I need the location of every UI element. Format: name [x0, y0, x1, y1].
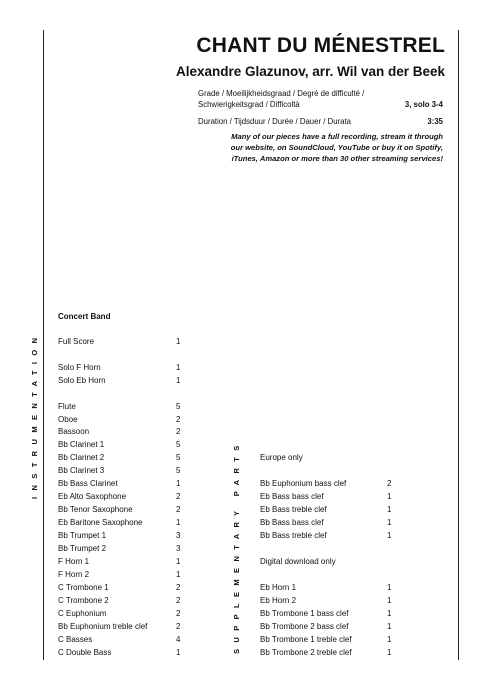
part-quantity: 5: [176, 440, 181, 449]
part-quantity: 1: [176, 337, 181, 346]
part-name: Oboe: [58, 415, 78, 424]
streaming-note: [198, 131, 443, 164]
part-name: F Horn 2: [58, 570, 90, 579]
part-name: Bb Trumpet 2: [58, 544, 107, 553]
part-name: Bb Bass bass clef: [260, 518, 324, 527]
part-quantity: 1: [387, 635, 392, 644]
part-quantity: 5: [176, 402, 181, 411]
part-name: C Double Bass: [58, 648, 112, 657]
duration-info: [198, 116, 443, 127]
part-quantity: 1: [176, 557, 181, 566]
part-quantity: 1: [387, 622, 392, 631]
part-quantity: 2: [176, 622, 181, 631]
part-quantity: 1: [176, 363, 181, 372]
part-name: Eb Bass treble clef: [260, 505, 327, 514]
part-quantity: 2: [176, 583, 181, 592]
part-name: Eb Horn 1: [260, 583, 297, 592]
part-name: Bb Clarinet 2: [58, 453, 105, 462]
duration-value: 3:35: [427, 117, 443, 126]
part-name: C Basses: [58, 635, 93, 644]
part-name: Eb Bass bass clef: [260, 492, 324, 501]
part-name: Bb Trombone 1 treble clef: [260, 635, 352, 644]
part-name: Bb Trombone 2 treble clef: [260, 648, 352, 657]
part-quantity: 1: [176, 479, 181, 488]
part-quantity: 1: [387, 531, 392, 540]
part-quantity: 2: [176, 415, 181, 424]
part-quantity: 1: [387, 492, 392, 501]
part-quantity: 1: [176, 376, 181, 385]
part-quantity: 2: [176, 505, 181, 514]
grade-info: [198, 88, 443, 110]
part-quantity: 2: [176, 427, 181, 436]
part-quantity: 1: [176, 570, 181, 579]
part-quantity: 2: [176, 596, 181, 605]
right-rule: [458, 30, 459, 660]
part-quantity: 1: [387, 505, 392, 514]
left-rule: [43, 30, 44, 660]
part-quantity: 1: [176, 648, 181, 657]
part-name: Bb Clarinet 3: [58, 466, 105, 475]
instrumentation-label: INSTRUMENTATION: [30, 331, 39, 499]
grade-value: 3, solo 3-4: [404, 100, 443, 109]
part-name: Solo Eb Horn: [58, 376, 106, 385]
composer-credit: Alexandre Glazunov, arr. Wil van der Beek: [176, 64, 445, 79]
part-name: Flute: [58, 402, 76, 411]
part-name: Bassoon: [58, 427, 90, 436]
part-name: Bb Trumpet 1: [58, 531, 107, 540]
page-title: CHANT DU MÉNESTREL: [196, 34, 445, 57]
part-quantity: 1: [176, 518, 181, 527]
part-quantity: 1: [387, 609, 392, 618]
part-name: Bb Clarinet 1: [58, 440, 105, 449]
part-name: Eb Baritone Saxophone: [58, 518, 143, 527]
part-name: Bb Tenor Saxophone: [58, 505, 133, 514]
part-name: Eb Horn 2: [260, 596, 297, 605]
part-name: F Horn 1: [58, 557, 90, 566]
part-name: Bb Euphonium bass clef: [260, 479, 347, 488]
part-quantity: 1: [387, 518, 392, 527]
part-name: Bb Bass Clarinet: [58, 479, 118, 488]
part-quantity: 1: [387, 583, 392, 592]
part-quantity: 5: [176, 453, 181, 462]
grade-label-line2: Schwierigkeitsgrad / Difficoltà: [198, 100, 300, 109]
part-name: C Trombone 2: [58, 596, 109, 605]
streaming-note-line2: our website, on SoundCloud, YouTube or buy it on Spotify,: [230, 143, 443, 152]
part-name: C Euphonium: [58, 609, 107, 618]
part-quantity: 2: [176, 609, 181, 618]
supplementary-parts-label: SUPPLEMENTARY PARTS: [232, 439, 241, 654]
part-quantity: 2: [387, 479, 392, 488]
streaming-note-line3: iTunes, Amazon or more than 30 other streaming services!: [231, 154, 443, 163]
part-quantity: 3: [176, 544, 181, 553]
part-quantity: 1: [387, 648, 392, 657]
part-name: Digital download only: [260, 557, 336, 566]
part-quantity: 4: [176, 635, 181, 644]
streaming-note-line1: Many of our pieces have a full recording, stream it through: [231, 132, 443, 141]
part-name: C Trombone 1: [58, 583, 109, 592]
part-name: Eb Alto Saxophone: [58, 492, 127, 501]
part-name: Full Score: [58, 337, 95, 346]
part-quantity: 2: [176, 492, 181, 501]
part-name: Bb Bass treble clef: [260, 531, 327, 540]
grade-label-line1: Grade / Moeilijkheidsgraad / Degré de difficulté /: [198, 89, 365, 98]
part-quantity: 5: [176, 466, 181, 475]
concert-band-heading: Concert Band: [58, 312, 111, 321]
part-quantity: 3: [176, 531, 181, 540]
part-name: Bb Euphonium treble clef: [58, 622, 148, 631]
part-name: Bb Trombone 2 bass clef: [260, 622, 349, 631]
part-name: Bb Trombone 1 bass clef: [260, 609, 349, 618]
duration-label: Duration / Tijdsduur / Durée / Dauer / Durata: [198, 117, 351, 126]
part-name: Europe only: [260, 453, 303, 462]
part-quantity: 1: [387, 596, 392, 605]
part-name: Solo F Horn: [58, 363, 101, 372]
